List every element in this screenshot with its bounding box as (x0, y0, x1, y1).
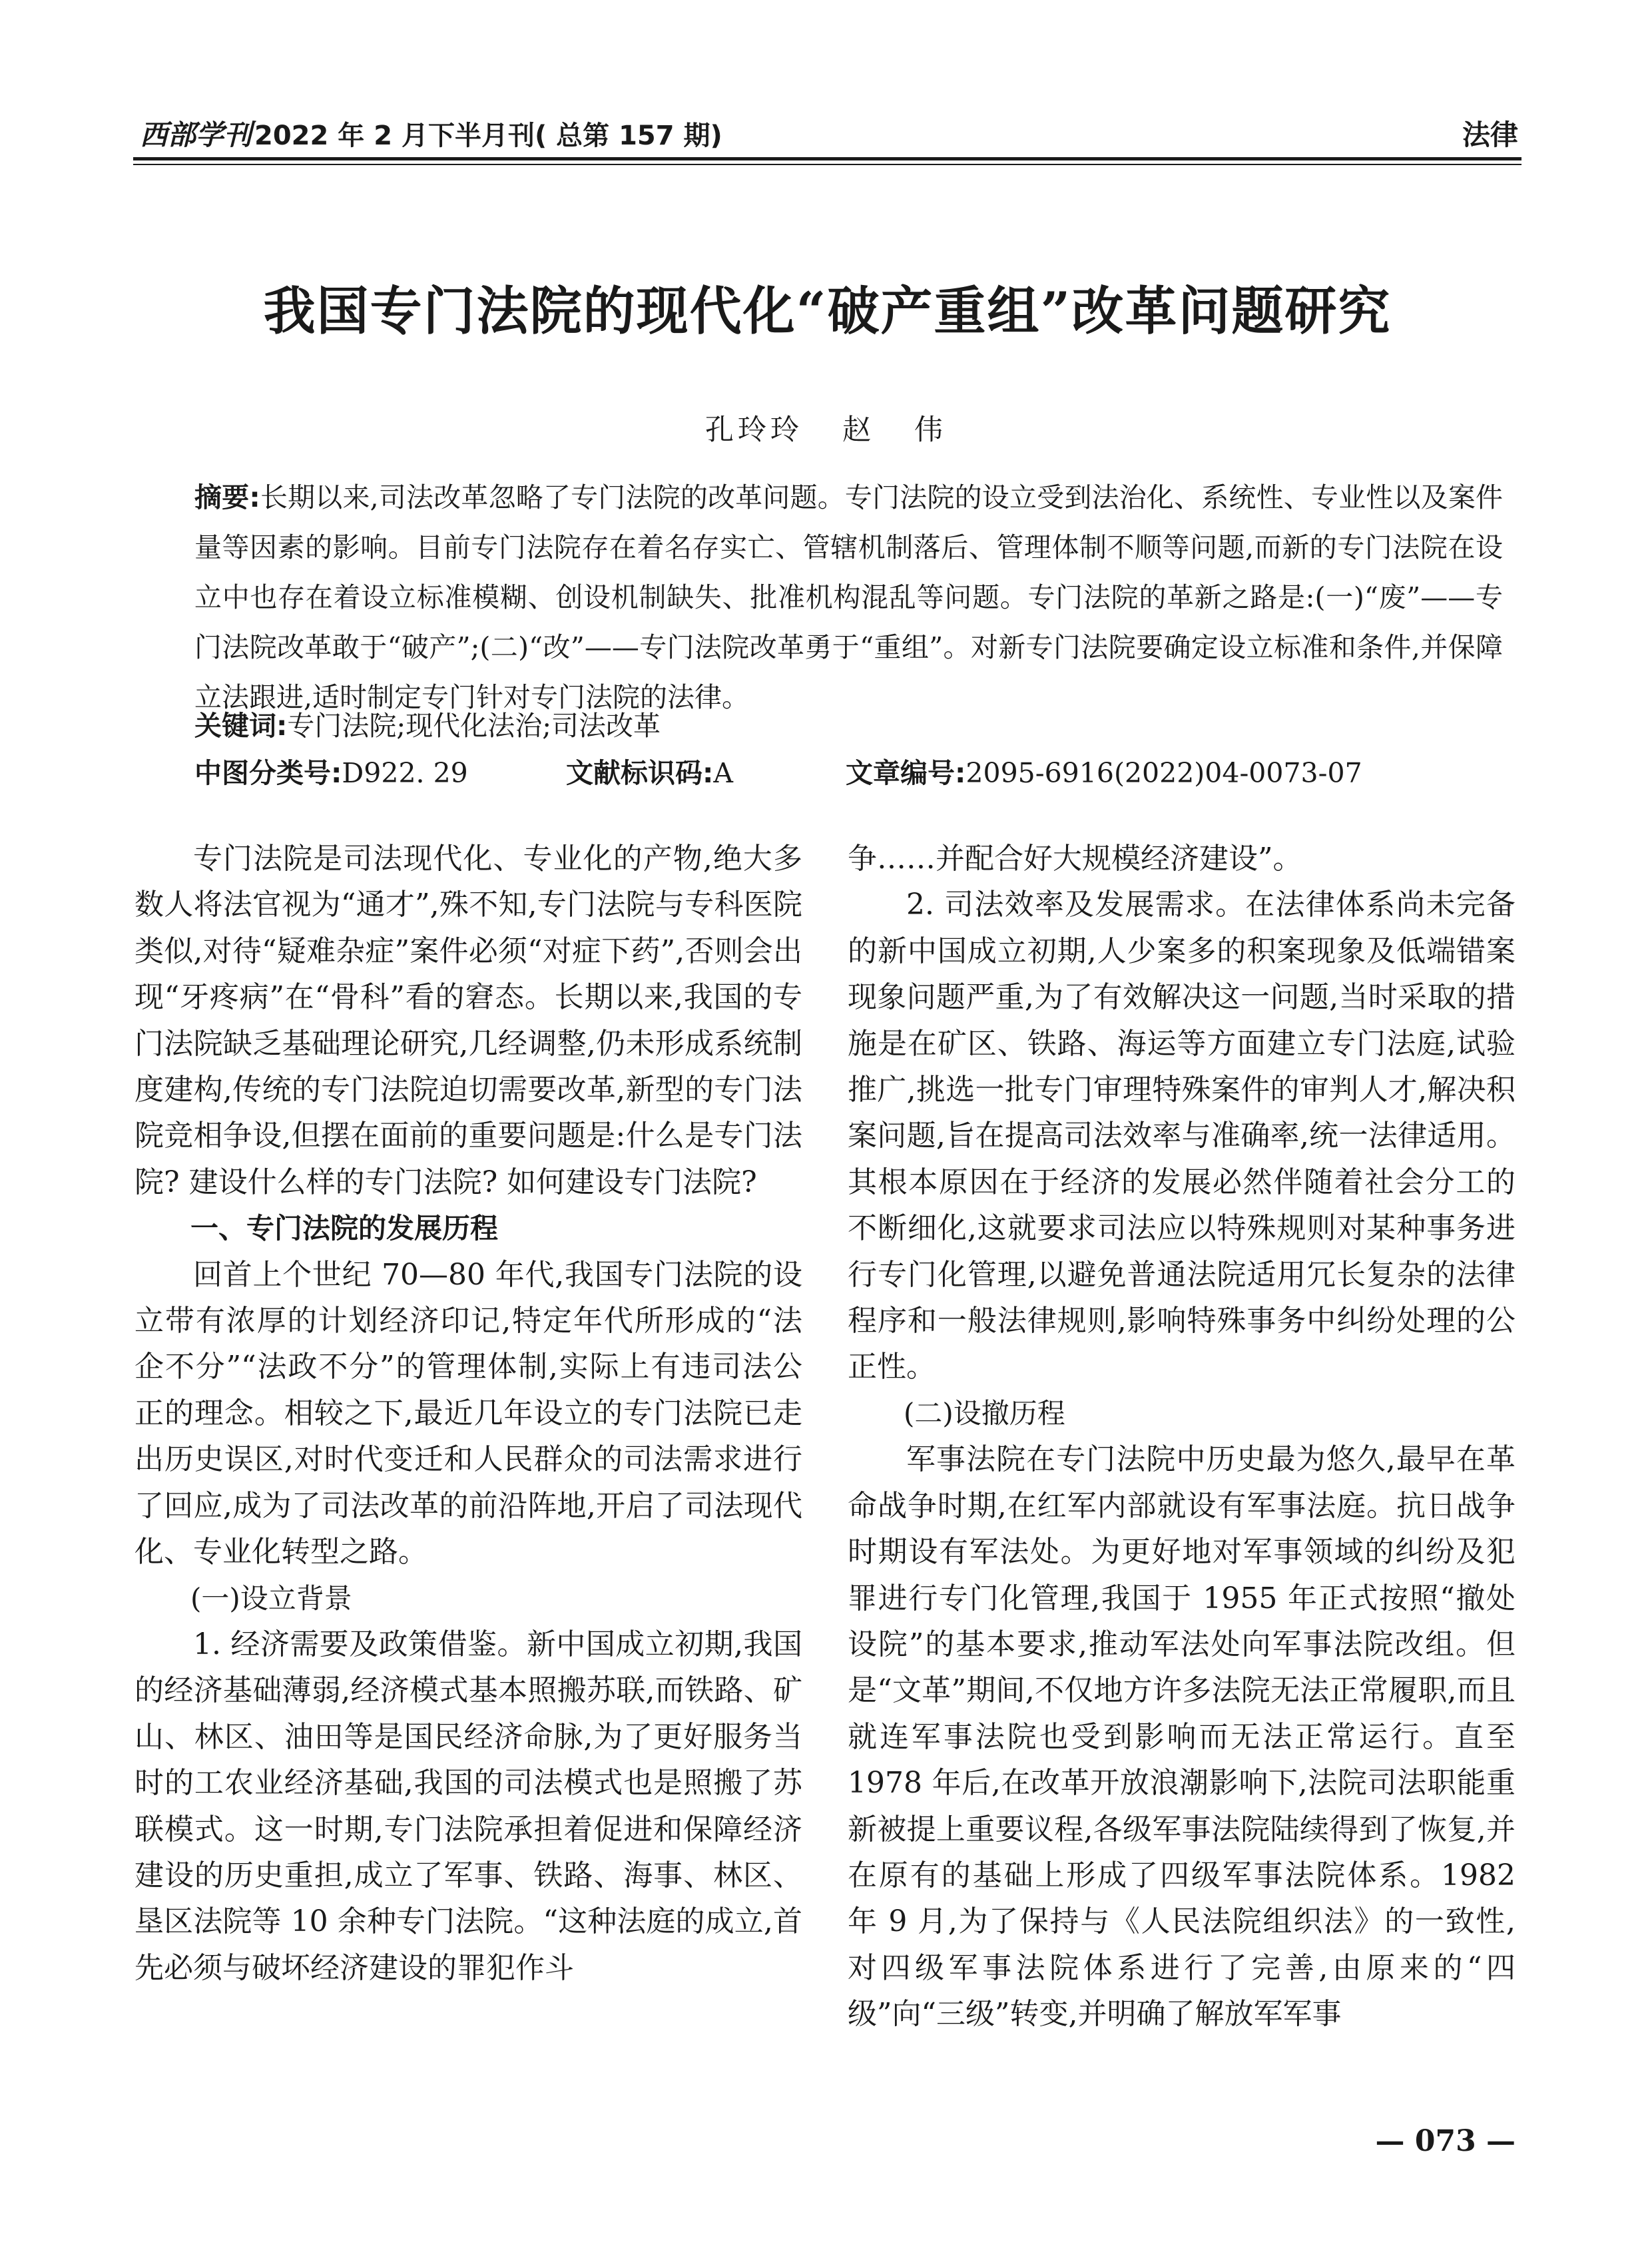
authors: 孔玲玲 赵 伟 (704, 414, 947, 447)
abstract-text: 长期以来,司法改革忽略了专门法院的改革问题。专门法院的设立受到法治化、系统性、专业性以及案件量等因素的影响。目前专门法院存在着名存实亡、管辖机制落后、管理体制不顺等问题,而新的专门法院在设立中也存在着设立标准模糊、创设机制缺失、批准机构混乱等问题。专门法院的革新之路是:(一)“废”——专门法院改革敢于“破产”;(二)“改”——专门法院改革勇于“重组”。对新专门法院要确定设立标准和条件,并保障立法跟进,适时制定专门针对专门法院的法律。 (194, 481, 1503, 713)
keywords (194, 704, 661, 743)
document-code-value: A (713, 757, 734, 789)
journal-issue (140, 113, 722, 153)
classification-value: D922. 29 (342, 757, 468, 789)
header-rule-thick (133, 157, 1521, 160)
article-number-value: 2095-6916(2022)04-0073-07 (965, 757, 1362, 789)
subsection-heading: (二)设撤历程 (904, 1396, 1065, 1430)
journal-logo: 西部学刊 (140, 119, 252, 151)
document-code (566, 751, 733, 790)
keywords-label: 关键词: (194, 710, 288, 742)
paragraph: 专门法院是司法现代化、专业化的产物,绝大多数人将法官视为“通才”,殊不知,专门法院与专科医院类似,对待“疑难杂症”案件必须“对症下药”,否则会出现“牙疼病”在“骨科”看的窘态。长期以来,我国的专门法院缺乏基础理论研究,几经调整,仍未形成系统制度建构,传统的专门法院迫切需要改革,新型的专门法院竞相争设,但摆在面前的重要问题是:什么是专门法院? 建设什么样的专门法院? 如何建设专门法院? (135, 842, 802, 1199)
page-number: — 073 — (1375, 2124, 1515, 2158)
article-number-label: 文章编号: (846, 757, 966, 789)
paragraph: 回首上个世纪 70—80 年代,我国专门法院的设立带有浓厚的计划经济印记,特定年代所形成的“法企不分”“法政不分”的管理体制,实际上有违司法公正的理念。相较之下,最近几年设立的专门法院已走出历史误区,对时代变迁和人民群众的司法需求进行了回应,成为了司法改革的前沿阵地,开启了司法现代化、专业化转型之路。 (135, 1257, 802, 1569)
paragraph: 2. 司法效率及发展需求。在法律体系尚未完备的新中国成立初期,人少案多的积案现象及低端错案现象问题严重,为了有效解决这一问题,当时采取的措施是在矿区、铁路、海运等方面建立专门法庭,试验推广,挑选一批专门审理特殊案件的审判人才,解决积案问题,旨在提高司法效率与准确率,统一法律适用。其根本原因在于经济的发展必然伴随着社会分工的不断细化,这就要求司法应以特殊规则对某种事务进行专门化管理,以避免普通法院适用冗长复杂的法律程序和一般法律规则,影响特殊事务中纠纷处理的公正性。 (848, 888, 1515, 1384)
classification-label: 中图分类号: (194, 757, 342, 789)
right-column (848, 836, 1515, 2038)
paragraph: 1. 经济需要及政策借鉴。新中国成立初期,我国的经济基础薄弱,经济模式基本照搬苏联,而铁路、矿山、林区、油田等是国民经济命脉,为了更好服务当时的工农业经济基础,我国的司法模式也是照搬了苏联模式。这一时期,专门法院承担着促进和保障经济建设的历史重担,成立了军事、铁路、海事、林区、垦区法院等 10 余种专门法院。“这种法庭的成立,首先必须与破坏经济建设的罪犯作斗 (135, 1627, 802, 1985)
article-number (846, 751, 1362, 790)
issue-text: 2022 年 2 月下半月刊( 总第 157 期) (254, 121, 722, 151)
running-header (140, 113, 1518, 160)
section-label: 法律 (1462, 119, 1518, 151)
subsection-heading: (一)设立背景 (190, 1581, 352, 1615)
paragraph: 军事法院在专门法院中历史最为悠久,最早在革命战争时期,在红军内部就设有军事法庭。抗日战争时期设有军法处。为更好地对军事领域的纠纷及犯罪进行专门化管理,我国于 1955 年正式按照“撤处设院”的基本要求,推动军法处向军事法院改组。但是“文革”期间,不仅地方许多法院无法正常履职,而且就连军事法院也受到影响而无法正常运行。直至 1978 年后,在改革开放浪潮影响下,法院司法职能重新被提上重要议程,各级军事法院陆续得到了恢复,并在原有的基础上形成了四级军事法院体系。1982 年 9 月,为了保持与《人民法院组织法》的一致性,对四级军事法院体系进行了完善,由原来的“四级”向“三级”转变,并明确了解放军军事 (848, 1442, 1515, 2032)
document-code-label: 文献标识码: (566, 757, 714, 789)
paragraph-continued: 争……并配合好大规模经济建设”。 (848, 842, 1302, 876)
article-title: 我国专门法院的现代化“破产重组”改革问题研究 (263, 281, 1392, 342)
abstract (194, 473, 1503, 722)
classification-number (194, 751, 468, 790)
keywords-text: 专门法院;现代化法治;司法改革 (287, 710, 661, 742)
left-column (135, 836, 802, 1991)
header-rule-thin (133, 164, 1521, 165)
abstract-label: 摘要: (194, 481, 260, 513)
section-heading: 一、专门法院的发展历程 (190, 1212, 499, 1245)
